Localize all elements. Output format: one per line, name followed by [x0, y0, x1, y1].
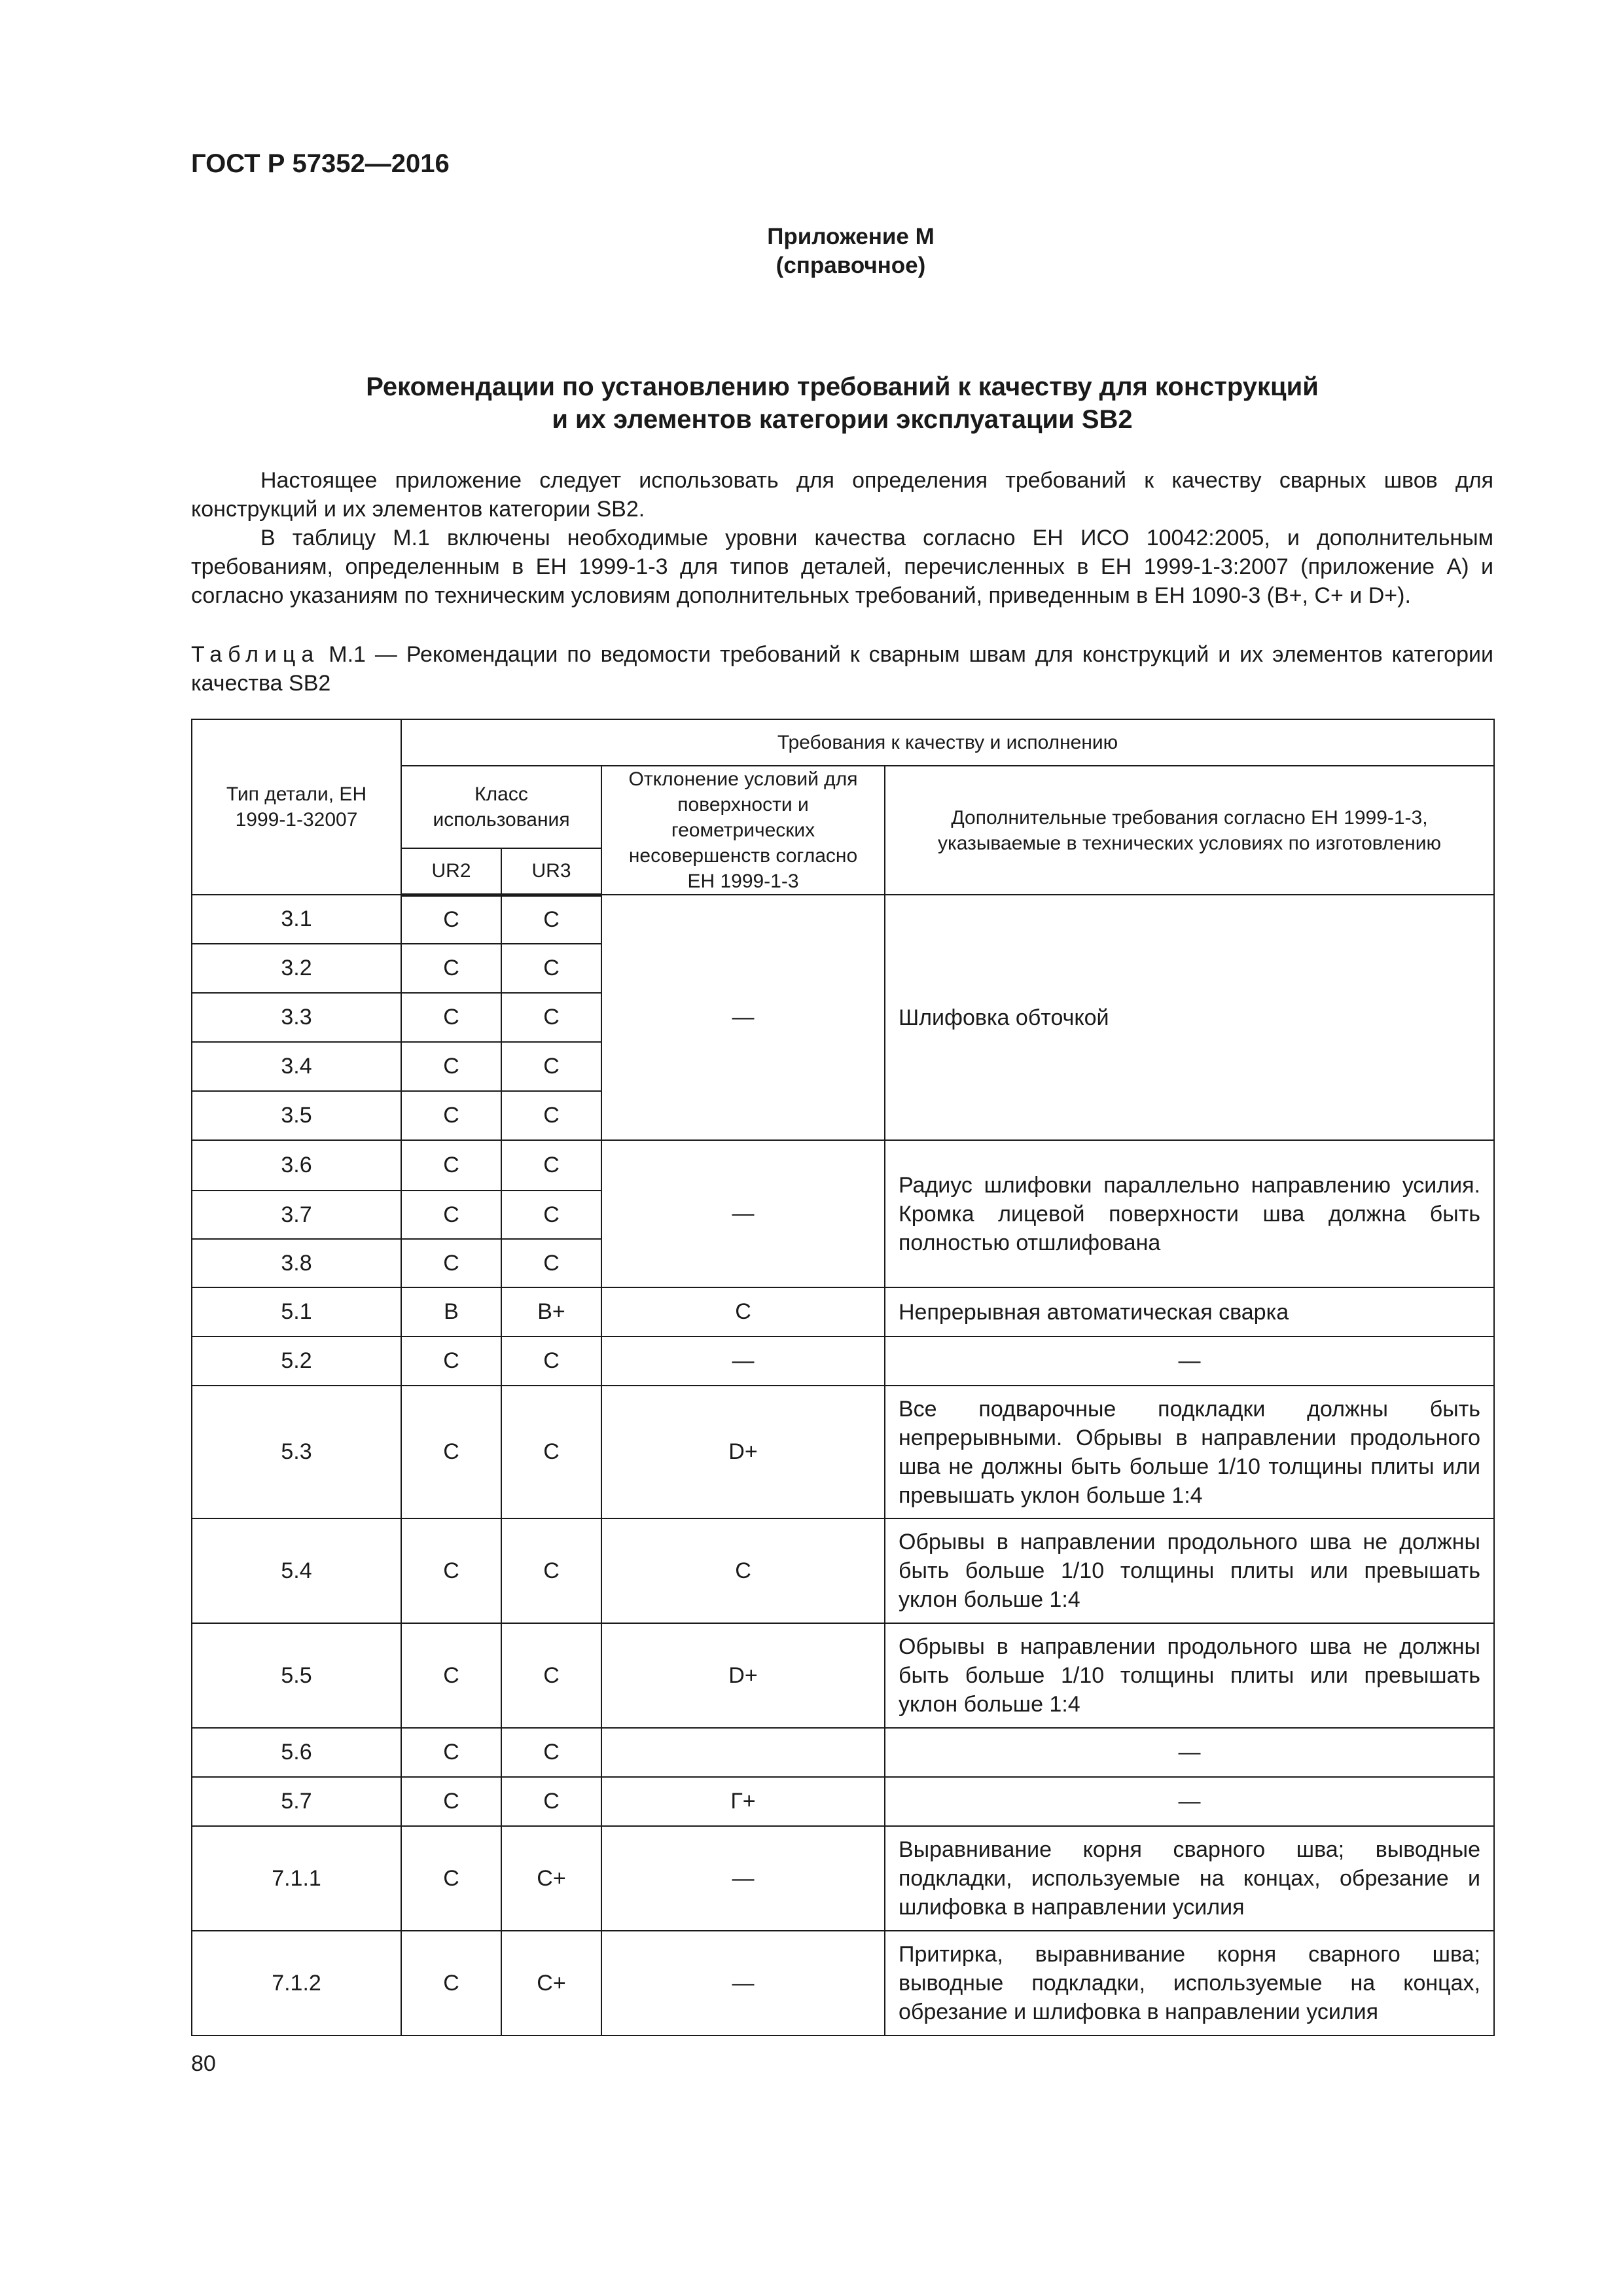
cell-type: 3.2: [192, 944, 401, 993]
paragraph: В таблицу М.1 включены необходимые уровни качества согласно ЕН ИСО 10042:2005, и дополнительным требованиям, определенным в ЕН 1999-1-3 для типов деталей, перечисленных в ЕН 1999-1-3:2007 (приложение А) и согласно указаниям по техническим условиям дополнительных требований, приведенным в ЕН 1090-3 (В+, С+ и D+).: [191, 526, 1493, 608]
cell-type: 5.3: [192, 1386, 401, 1518]
cell-ur3: В+: [501, 1287, 601, 1336]
cell-deviation: Г+: [601, 1777, 885, 1826]
cell-type: 5.4: [192, 1518, 401, 1623]
cell-ur3: С: [501, 1042, 601, 1091]
cell-ur2: С: [401, 944, 501, 993]
appendix-label: Приложение М: [767, 224, 935, 249]
appendix-type: (справочное): [776, 253, 926, 278]
cell-ur2: С: [401, 1336, 501, 1386]
cell-additional: Непрерывная автоматическая сварка: [885, 1287, 1494, 1336]
title-line-1: Рекомендации по установлению требований к качеству для конструкций: [366, 372, 1319, 401]
cell-ur2: С: [401, 1931, 501, 2036]
cell-ur3: С: [501, 1386, 601, 1518]
cell-type: 3.5: [192, 1091, 401, 1140]
cell-type: 7.1.2: [192, 1931, 401, 2036]
cell-type: 3.7: [192, 1191, 401, 1239]
table-caption: [191, 640, 1493, 698]
table-row: [192, 1777, 1494, 1826]
cell-ur3: С: [501, 1336, 601, 1386]
appendix-heading: [0, 223, 1623, 280]
cell-ur3: С+: [501, 1826, 601, 1931]
cell-ur3: С: [501, 1777, 601, 1826]
header-detail-type: Тип детали, ЕН 1999-1-32007: [192, 719, 401, 895]
cell-ur2: С: [401, 1826, 501, 1931]
cell-type: 5.2: [192, 1336, 401, 1386]
cell-deviation: —: [601, 1826, 885, 1931]
cell-ur2: С: [401, 1042, 501, 1091]
table-row: [192, 1931, 1494, 2036]
cell-type: 3.8: [192, 1239, 401, 1287]
cell-deviation: —: [601, 895, 885, 1140]
cell-deviation: D+: [601, 1386, 885, 1518]
table-caption-text: М.1 — Рекомендации по ведомости требований к сварным швам для конструкций и их элементов категории качества SB2: [191, 642, 1493, 696]
cell-ur2: С: [401, 1728, 501, 1777]
cell-deviation: D+: [601, 1623, 885, 1728]
cell-type: 5.5: [192, 1623, 401, 1728]
cell-type: 5.1: [192, 1287, 401, 1336]
table-caption-label: Таблица: [191, 642, 320, 667]
table-row: [192, 1336, 1494, 1386]
table-row: [192, 1623, 1494, 1728]
cell-ur2: С: [401, 1623, 501, 1728]
cell-type: 7.1.1: [192, 1826, 401, 1931]
document-code: ГОСТ Р 57352—2016: [191, 149, 450, 178]
cell-deviation: [601, 1728, 885, 1777]
cell-type: 5.7: [192, 1777, 401, 1826]
cell-ur3: С: [501, 1140, 601, 1191]
requirements-table: [191, 719, 1495, 2036]
cell-deviation: С: [601, 1287, 885, 1336]
cell-additional: Радиус шлифовки параллельно направлению усилия. Кромка лицевой поверхности шва должна быть полностью отшлифована: [885, 1140, 1494, 1287]
cell-ur2: С: [401, 993, 501, 1042]
cell-ur3: С: [501, 1091, 601, 1140]
table-row: [192, 895, 1494, 944]
cell-ur3: С: [501, 1239, 601, 1287]
cell-ur3: С: [501, 895, 601, 944]
cell-deviation: —: [601, 1336, 885, 1386]
cell-additional: Обрывы в направлении продольного шва не должны быть больше 1/10 толщины плиты или превышать уклон больше 1:4: [885, 1518, 1494, 1623]
cell-additional: —: [885, 1728, 1494, 1777]
cell-ur2: С: [401, 1239, 501, 1287]
cell-ur2: С: [401, 1191, 501, 1239]
cell-ur3: С: [501, 993, 601, 1042]
cell-type: 3.1: [192, 895, 401, 944]
table-row: [192, 1140, 1494, 1191]
appendix-title: [191, 370, 1493, 436]
title-line-2: и их элементов категории эксплуатации SB2: [552, 405, 1133, 434]
cell-ur3: С+: [501, 1931, 601, 2036]
header-deviation: Отклонение условий для поверхности и геометрических несовершенств согласно ЕН 1999-1-3: [601, 766, 885, 895]
cell-deviation: С: [601, 1518, 885, 1623]
cell-ur2: С: [401, 1777, 501, 1826]
header-requirements: Требования к качеству и исполнению: [401, 719, 1494, 766]
cell-ur3: С: [501, 1191, 601, 1239]
cell-ur2: С: [401, 895, 501, 944]
table-row: [192, 1518, 1494, 1623]
header-additional: Дополнительные требования согласно ЕН 1999-1-3, указываемые в технических условиях по изготовлению: [885, 766, 1494, 895]
cell-additional: Обрывы в направлении продольного шва не должны быть больше 1/10 толщины плиты или превышать уклон больше 1:4: [885, 1623, 1494, 1728]
cell-ur3: С: [501, 1623, 601, 1728]
table-row: [192, 1826, 1494, 1931]
cell-ur2: С: [401, 1386, 501, 1518]
cell-ur3: С: [501, 944, 601, 993]
intro-text: [191, 466, 1493, 610]
cell-additional: Все подварочные подкладки должны быть непрерывными. Обрывы в направлении продольного шва не должны быть больше 1/10 толщины плиты или превышать уклон больше 1:4: [885, 1386, 1494, 1518]
page-number: 80: [191, 2051, 216, 2076]
cell-deviation: —: [601, 1140, 885, 1287]
cell-ur3: С: [501, 1728, 601, 1777]
cell-ur2: С: [401, 1140, 501, 1191]
cell-type: 3.3: [192, 993, 401, 1042]
cell-type: 3.4: [192, 1042, 401, 1091]
paragraph: Настоящее приложение следует использовать для определения требований к качеству сварных швов для конструкций и их элементов категории SB2.: [191, 468, 1493, 522]
cell-ur2: С: [401, 1518, 501, 1623]
cell-type: 3.6: [192, 1140, 401, 1191]
table-row: [192, 1386, 1494, 1518]
header-ur3: UR3: [501, 848, 601, 895]
cell-additional: Шлифовка обточкой: [885, 895, 1494, 1140]
cell-additional: Выравнивание корня сварного шва; выводные подкладки, используемые на концах, обрезание и шлифовка в направлении усилия: [885, 1826, 1494, 1931]
table-row: [192, 1728, 1494, 1777]
cell-ur2: В: [401, 1287, 501, 1336]
cell-type: 5.6: [192, 1728, 401, 1777]
cell-ur3: С: [501, 1518, 601, 1623]
header-class: Класс использования: [401, 766, 601, 848]
cell-additional: Притирка, выравнивание корня сварного шва; выводные подкладки, используемые на концах, обрезание и шлифовка в направлении усилия: [885, 1931, 1494, 2036]
table-row: [192, 1287, 1494, 1336]
cell-ur2: С: [401, 1091, 501, 1140]
cell-additional: —: [885, 1777, 1494, 1826]
cell-additional: —: [885, 1336, 1494, 1386]
header-ur2: UR2: [401, 848, 501, 895]
cell-deviation: —: [601, 1931, 885, 2036]
